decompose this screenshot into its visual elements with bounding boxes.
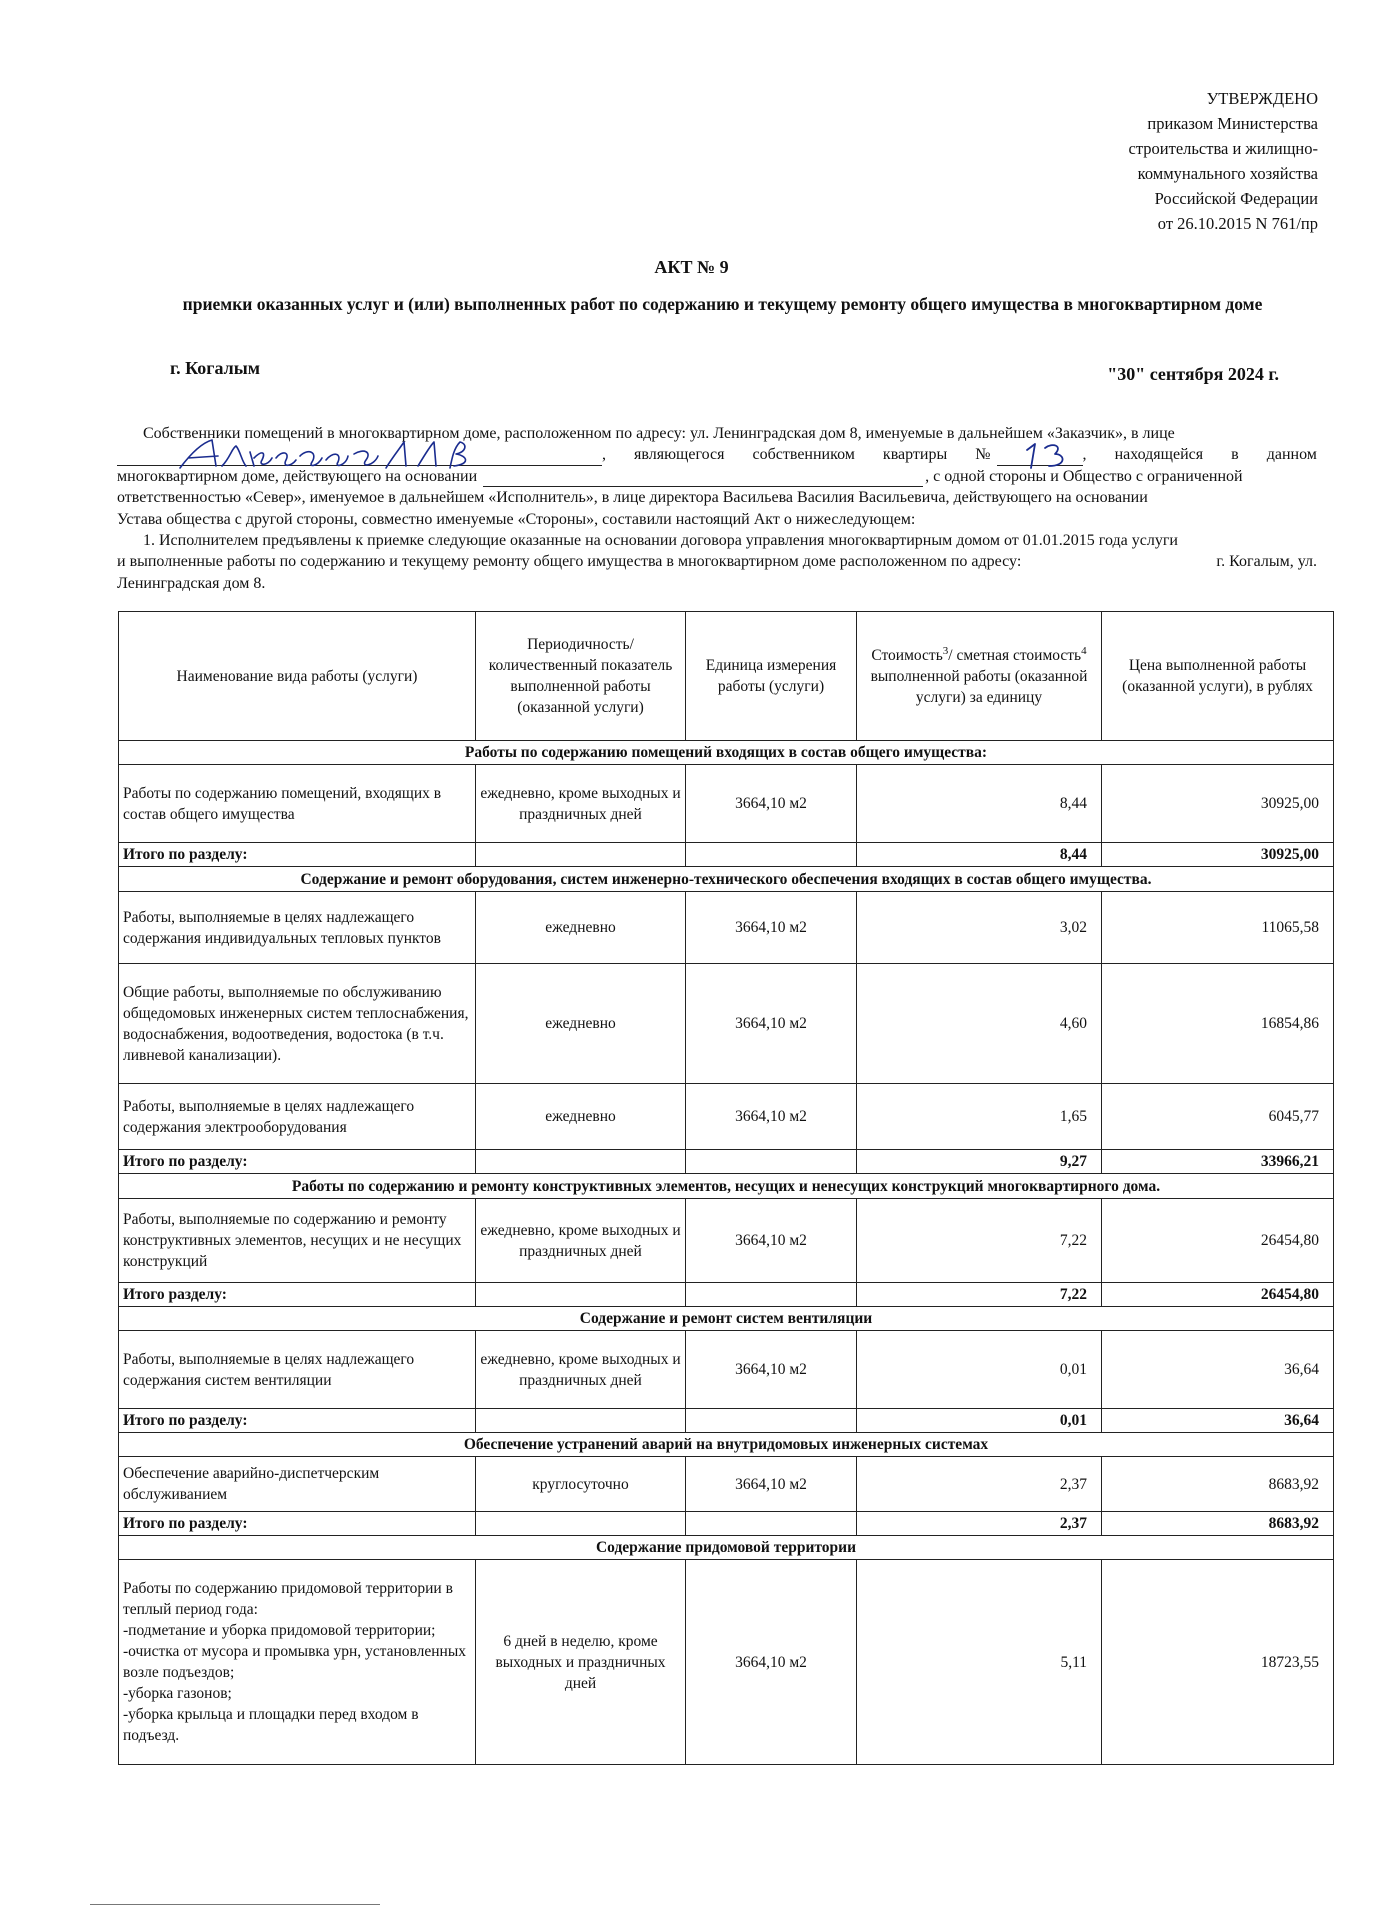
work-cost: 7,22 xyxy=(857,1199,1102,1283)
work-price: 6045,77 xyxy=(1102,1084,1334,1150)
total-cost: 2,37 xyxy=(857,1512,1102,1536)
work-unit: 3664,10 м2 xyxy=(686,1331,857,1409)
section-total-row xyxy=(119,1512,1334,1536)
work-price: 18723,55 xyxy=(1102,1560,1334,1765)
section-total-row xyxy=(119,1150,1334,1174)
column-header-unit: Единица измерения работы (услуги) xyxy=(686,612,857,741)
work-periodicity: 6 дней в неделю, кроме выходных и праздничных дней xyxy=(476,1560,686,1765)
handwritten-name-signature xyxy=(150,438,510,472)
works-table xyxy=(118,611,1334,1765)
intro-line: Устава общества с другой стороны, совместно именуемые «Стороны», составили настоящий Акт о нижеследующем: xyxy=(117,510,916,528)
work-name-line: -подметание и уборка придомовой территории; xyxy=(123,1622,436,1639)
work-cost: 1,65 xyxy=(857,1084,1102,1150)
approval-line: УТВЕРЖДЕНО xyxy=(1206,89,1318,108)
table-row xyxy=(119,892,1334,964)
total-label: Итого по разделу: xyxy=(119,843,476,867)
total-price: 30925,00 xyxy=(1102,843,1334,867)
work-cost: 0,01 xyxy=(857,1331,1102,1409)
work-cost: 3,02 xyxy=(857,892,1102,964)
act-date: "30" сентября 2024 г. xyxy=(1107,364,1279,384)
work-unit: 3664,10 м2 xyxy=(686,1084,857,1150)
total-label: Итого по разделу: xyxy=(119,1512,476,1536)
work-name xyxy=(119,1560,476,1765)
work-periodicity: ежедневно xyxy=(476,1084,686,1150)
work-name-line: -уборка газонов; xyxy=(123,1685,232,1702)
work-periodicity: ежедневно xyxy=(476,892,686,964)
intro-line: 1. Исполнителем предъявлены к приемке следующие оказанные на основании договора управления многоквартирным домом от 01.01.2015 года услуги xyxy=(143,532,1178,550)
work-cost: 2,37 xyxy=(857,1457,1102,1512)
work-name-line: -очистка от мусора и промывка урн, установленных возле подъездов; xyxy=(123,1643,466,1681)
work-unit: 3664,10 м2 xyxy=(686,1199,857,1283)
section-title: Обеспечение устранений аварий на внутридомовых инженерных системах xyxy=(119,1433,1334,1457)
approval-line: строительства и жилищно- xyxy=(1128,139,1318,158)
work-cost: 4,60 xyxy=(857,964,1102,1084)
section-total-row xyxy=(119,843,1334,867)
table-row xyxy=(119,1084,1334,1150)
column-header-name: Наименование вида работы (услуги) xyxy=(119,612,476,741)
intro-line: Ленинградская дом 8. xyxy=(117,574,266,592)
work-name-line: Работы по содержанию придомовой территории в теплый период года: xyxy=(123,1580,453,1618)
work-name: Работы, выполняемые в целях надлежащего содержания систем вентиляции xyxy=(119,1331,476,1409)
work-name: Общие работы, выполняемые по обслуживанию общедомовых инженерных систем теплоснабжения, водоснабжения, водоотведения, водостока (в т.ч. ливневой канализации). xyxy=(119,964,476,1084)
total-price: 33966,21 xyxy=(1102,1150,1334,1174)
section-title: Работы по содержанию и ремонту конструктивных элементов, несущих и ненесущих конструкций многоквартирного дома. xyxy=(119,1174,1334,1199)
work-periodicity: ежедневно, кроме выходных и праздничных дней xyxy=(476,1331,686,1409)
work-cost: 8,44 xyxy=(857,765,1102,843)
table-header-row xyxy=(119,612,1334,741)
total-label: Итого по разделу: xyxy=(119,1409,476,1433)
section-title: Работы по содержанию помещений входящих в состав общего имущества: xyxy=(119,741,1334,765)
intro-line: Собственники помещений в многоквартирном доме, расположенном по адресу: ул. Ленинградская дом 8, именуемые в дальнейшем «Заказчик», в лице xyxy=(143,425,1175,442)
act-subtitle: приемки оказанных услуг и (или) выполненных работ по содержанию и текущему ремонту общего имущества в многоквартирном доме xyxy=(182,294,1263,314)
work-unit: 3664,10 м2 xyxy=(686,1560,857,1765)
table-row xyxy=(119,1560,1334,1765)
approval-line: Российской Федерации xyxy=(1154,189,1318,208)
work-price: 30925,00 xyxy=(1102,765,1334,843)
total-label: Итого разделу: xyxy=(119,1283,476,1307)
work-price: 16854,86 xyxy=(1102,964,1334,1084)
approval-line: от 26.10.2015 N 761/пр xyxy=(1157,214,1318,233)
table-row xyxy=(119,964,1334,1084)
total-label: Итого по разделу: xyxy=(119,1150,476,1174)
work-name-line: -уборка крыльца и площадки перед входом в подъезд. xyxy=(123,1706,419,1744)
work-name: Работы, выполняемые в целях надлежащего содержания индивидуальных тепловых пунктов xyxy=(119,892,476,964)
work-price: 8683,92 xyxy=(1102,1457,1334,1512)
section-title: Содержание и ремонт оборудования, систем инженерно-технического обеспечения входящих в состав общего имущества. xyxy=(119,867,1334,892)
work-cost: 5,11 xyxy=(857,1560,1102,1765)
table-row xyxy=(119,1331,1334,1409)
work-periodicity: ежедневно, кроме выходных и праздничных дней xyxy=(476,765,686,843)
work-name: Работы, выполняемые по содержанию и ремонту конструктивных элементов, несущих и не несущих конструкций xyxy=(119,1199,476,1283)
work-price: 36,64 xyxy=(1102,1331,1334,1409)
intro-line-address: и выполненные работы по содержанию и текущему ремонту общего имущества в многоквартирном доме расположенном по адресу: г. Когалым, ул. xyxy=(117,553,1317,571)
work-unit: 3664,10 м2 xyxy=(686,1457,857,1512)
column-header-cost: Стоимость$^3$/ сметная стоимость$^4$ выполненной работы (оказанной услуги) за единицу xyxy=(857,612,1102,741)
work-name: Обеспечение аварийно-диспетчерским обслуживанием xyxy=(119,1457,476,1512)
intro-line-basis: многоквартирном доме, действующего на основании , с одной стороны и Общество с ограниченной xyxy=(117,466,1317,487)
work-unit: 3664,10 м2 xyxy=(686,765,857,843)
work-name: Работы по содержанию помещений, входящих в состав общего имущества xyxy=(119,765,476,843)
work-price: 11065,58 xyxy=(1102,892,1334,964)
work-price: 26454,80 xyxy=(1102,1199,1334,1283)
work-periodicity: ежедневно, кроме выходных и праздничных дней xyxy=(476,1199,686,1283)
total-price: 26454,80 xyxy=(1102,1283,1334,1307)
table-row xyxy=(119,1199,1334,1283)
handwritten-apartment-number xyxy=(1019,440,1079,472)
section-title: Содержание придомовой территории xyxy=(119,1536,1334,1560)
section-total-row xyxy=(119,1283,1334,1307)
section-total-row xyxy=(119,1409,1334,1433)
approval-stamp-block xyxy=(978,86,1318,236)
work-periodicity: ежедневно xyxy=(476,964,686,1084)
total-cost: 8,44 xyxy=(857,843,1102,867)
work-unit: 3664,10 м2 xyxy=(686,964,857,1084)
table-row xyxy=(119,1457,1334,1512)
act-city: г. Когалым xyxy=(170,358,261,378)
column-header-periodicity: Периодичность/ количественный показатель выполненной работы (оказанной услуги) xyxy=(476,612,686,741)
intro-line-representative: , являющегося собственником квартиры № , находящейся в данном xyxy=(117,444,1317,465)
work-unit: 3664,10 м2 xyxy=(686,892,857,964)
approval-line: коммунального хозяйства xyxy=(1137,164,1318,183)
total-cost: 7,22 xyxy=(857,1283,1102,1307)
total-cost: 9,27 xyxy=(857,1150,1102,1174)
act-title: АКТ № 9 xyxy=(654,257,729,277)
total-cost: 0,01 xyxy=(857,1409,1102,1433)
work-periodicity: круглосуточно xyxy=(476,1457,686,1512)
table-row xyxy=(119,765,1334,843)
basis-blank xyxy=(483,466,923,487)
section-title: Содержание и ремонт систем вентиляции xyxy=(119,1307,1334,1331)
total-price: 8683,92 xyxy=(1102,1512,1334,1536)
column-header-price: Цена выполненной работы (оказанной услуги), в рублях xyxy=(1102,612,1334,741)
total-price: 36,64 xyxy=(1102,1409,1334,1433)
approval-line: приказом Министерства xyxy=(1147,114,1318,133)
footnote-divider xyxy=(90,1904,380,1905)
work-name: Работы, выполняемые в целях надлежащего содержания электрооборудования xyxy=(119,1084,476,1150)
intro-line: ответственностью «Север», именуемое в дальнейшем «Исполнитель», в лице директора Васильева Василия Васильевича, действующего на основании xyxy=(117,489,1148,507)
